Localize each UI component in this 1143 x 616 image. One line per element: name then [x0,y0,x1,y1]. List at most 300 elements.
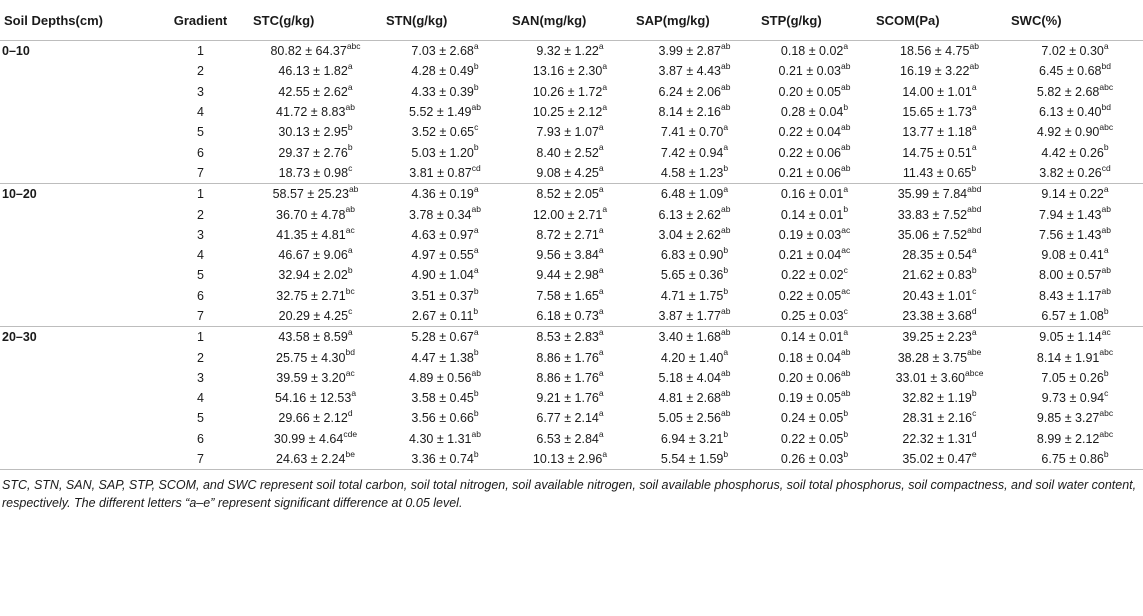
mean-sd-value: 0.22 ± 0.04 [778,125,841,140]
mean-sd-value: 10.26 ± 1.72 [532,84,603,99]
mean-sd-value: 0.19 ± 0.03 [778,227,842,242]
mean-sd-value: 12.00 ± 2.71 [532,207,603,222]
value-cell [1007,245,1143,265]
gradient-cell: 1 [152,184,249,205]
table-row [0,368,1143,388]
significance-letters: a [971,101,977,112]
value-cell [382,388,508,408]
value-cell [249,306,382,327]
value-cell [757,184,872,205]
significance-letters: ab [348,184,359,195]
value-cell [382,122,508,142]
depth-cell: 10–20 [0,184,152,205]
significance-letters: c [348,162,353,173]
significance-letters: c [843,265,848,276]
significance-letters: a [723,184,729,195]
table-row [0,286,1143,306]
mean-sd-value: 9.14 ± 0.22 [1041,187,1104,202]
mean-sd-value: 6.45 ± 0.68 [1039,64,1102,79]
value-cell [757,225,872,245]
mean-sd-value: 15.65 ± 1.73 [902,105,972,120]
value-cell [757,102,872,122]
value-cell [632,265,757,285]
significance-letters: b [723,428,729,439]
mean-sd-value: 39.25 ± 2.23 [902,330,972,345]
mean-sd-value: 16.19 ± 3.22 [900,64,970,79]
significance-letters: bd [345,347,355,358]
mean-sd-value: 35.99 ± 7.84 [897,187,968,202]
table-row [0,163,1143,184]
value-cell [508,245,632,265]
value-cell [249,265,382,285]
value-cell [757,82,872,102]
significance-letters: ab [471,101,481,112]
value-cell [757,347,872,367]
mean-sd-value: 3.82 ± 0.26 [1039,165,1102,180]
value-cell [508,347,632,367]
significance-letters: ab [969,40,979,51]
significance-letters: b [347,142,353,153]
mean-sd-value: 10.25 ± 2.12 [532,105,603,120]
significance-letters: bd [1101,101,1111,112]
significance-letters: b [1103,367,1109,378]
mean-sd-value: 7.93 ± 1.07 [536,125,599,140]
mean-sd-value: 8.40 ± 2.52 [536,145,599,160]
value-cell [1007,122,1143,142]
value-cell [382,368,508,388]
mean-sd-value: 0.14 ± 0.01 [780,330,844,345]
value-cell [1007,184,1143,205]
mean-sd-value: 32.82 ± 1.19 [902,391,972,406]
value-cell [632,245,757,265]
value-cell [757,265,872,285]
value-cell [1007,347,1143,367]
mean-sd-value: 4.42 ± 0.26 [1041,145,1104,160]
header-soil-depths: Soil Depths(cm) [0,0,152,41]
value-cell [508,225,632,245]
significance-letters: a [598,388,604,399]
significance-letters: b [347,265,353,276]
value-cell [508,184,632,205]
value-cell [757,449,872,470]
table-footnote: STC, STN, SAN, SAP, STP, SCOM, and SWC represent soil total carbon, soil total nitrogen, soil available nitrogen, soil available phosphorus, soil total phosphorus, soil compactness, and soil water content, respectively. The different letters “a–e” represent significant difference at 0.05 level. [2,478,1137,511]
significance-letters: b [843,448,849,459]
mean-sd-value: 18.56 ± 4.75 [900,44,970,59]
value-cell [632,122,757,142]
mean-sd-value: 3.87 ± 1.77 [658,309,721,323]
significance-letters: ab [471,204,481,215]
mean-sd-value: 46.13 ± 1.82 [278,64,348,79]
significance-letters: cde [343,428,358,439]
mean-sd-value: 4.28 ± 0.49 [411,64,474,79]
value-cell [632,82,757,102]
depth-cell [0,122,152,142]
value-cell [508,368,632,388]
gradient-cell: 4 [197,105,204,120]
value-cell [508,163,632,184]
table-header [0,0,1143,41]
mean-sd-value: 0.20 ± 0.06 [778,370,841,385]
value-cell [872,142,1007,162]
significance-letters: b [971,162,977,173]
significance-letters: b [473,347,479,358]
significance-letters: b [473,81,479,92]
mean-sd-value: 41.72 ± 8.83 [276,105,346,120]
mean-sd-value: 8.86 ± 1.76 [536,370,599,385]
gradient-cell: 7 [152,449,249,470]
mean-sd-value: 20.29 ± 4.25 [278,309,349,323]
significance-letters: a [473,244,479,255]
depth-cell [0,142,152,162]
mean-sd-value: 0.28 ± 0.04 [780,105,844,120]
table-row [0,265,1143,285]
value-cell [249,225,382,245]
mean-sd-value: 5.03 ± 1.20 [411,145,474,160]
mean-sd-value: 4.90 ± 1.04 [411,268,474,283]
depth-cell [0,102,152,122]
significance-letters: ab [721,40,731,51]
value-cell [1007,41,1143,62]
significance-letters: a [598,224,604,235]
value-cell [1007,368,1143,388]
value-cell [872,204,1007,224]
table-row [0,449,1143,470]
significance-letters: c [972,285,977,296]
value-cell [632,408,757,428]
significance-letters: b [473,305,479,316]
table-row [0,429,1143,449]
significance-letters: a [598,265,604,276]
significance-letters: ab [969,61,979,72]
depth-cell [0,408,152,428]
mean-sd-value: 7.42 ± 0.94 [660,145,724,160]
significance-letters: ab [841,347,851,358]
value-cell [872,408,1007,428]
mean-sd-value: 7.02 ± 0.30 [1041,44,1104,59]
mean-sd-value: 4.89 ± 0.56 [409,370,472,385]
significance-letters: a [598,305,604,316]
mean-sd-value: 8.43 ± 1.17 [1039,288,1102,303]
significance-letters: a [598,285,604,296]
header-stp: STP(g/kg) [757,0,872,41]
value-cell [1007,102,1143,122]
gradient-cell: 2 [197,64,204,79]
significance-letters: a [598,40,604,51]
value-cell [508,306,632,327]
mean-sd-value: 30.99 ± 4.64 [273,431,344,446]
mean-sd-value: 24.63 ± 2.24 [276,452,346,467]
significance-letters: a [598,367,604,378]
mean-sd-value: 36.70 ± 4.78 [276,207,346,222]
significance-letters: abc [1099,122,1114,133]
significance-letters: abc [1099,428,1114,439]
significance-letters: abc [346,40,361,51]
significance-letters: ab [841,388,851,399]
mean-sd-value: 8.86 ± 1.76 [536,350,599,365]
mean-sd-value: 0.18 ± 0.04 [778,350,841,365]
value-cell [249,204,382,224]
mean-sd-value: 3.81 ± 0.87 [409,165,472,180]
value-cell [632,163,757,184]
significance-letters: b [473,61,479,72]
significance-letters: a [598,244,604,255]
mean-sd-value: 8.00 ± 0.57 [1039,268,1102,283]
value-cell [508,265,632,285]
mean-sd-value: 6.48 ± 1.09 [660,187,724,202]
value-cell [382,163,508,184]
significance-letters: ac [345,367,355,378]
mean-sd-value: 23.38 ± 3.68 [902,309,972,323]
significance-letters: a [473,265,479,276]
significance-letters: ab [345,101,355,112]
mean-sd-value: 8.53 ± 2.83 [536,330,599,345]
value-cell [382,225,508,245]
gradient-cell: 6 [197,145,204,160]
significance-letters: ac [1101,327,1111,338]
value-cell [1007,61,1143,81]
mean-sd-value: 4.30 ± 1.31 [409,431,472,446]
value-cell [757,122,872,142]
significance-letters: ac [841,285,851,296]
table-row [0,245,1143,265]
mean-sd-value: 0.16 ± 0.01 [780,187,844,202]
significance-letters: ab [721,367,731,378]
mean-sd-value: 8.14 ± 1.91 [1036,350,1100,365]
significance-letters: ab [721,224,731,235]
mean-sd-value: 0.22 ± 0.02 [781,268,844,283]
value-cell [382,82,508,102]
mean-sd-value: 3.40 ± 1.68 [658,330,721,345]
mean-sd-value: 6.57 ± 1.08 [1041,309,1104,323]
mean-sd-value: 58.57 ± 25.23 [272,187,349,202]
mean-sd-value: 5.65 ± 0.36 [660,268,724,283]
value-cell [508,327,632,348]
value-cell [382,408,508,428]
significance-letters: abe [967,347,982,358]
significance-letters: a [971,327,977,338]
mean-sd-value: 3.87 ± 4.43 [658,64,721,79]
value-cell [382,245,508,265]
mean-sd-value: 54.16 ± 12.53 [274,391,352,406]
significance-letters: a [602,61,608,72]
value-cell [872,225,1007,245]
significance-letters: b [473,285,479,296]
mean-sd-value: 3.58 ± 0.45 [411,391,474,406]
mean-sd-value: 9.05 ± 1.14 [1039,330,1102,345]
value-cell [872,327,1007,348]
mean-sd-value: 4.20 ± 1.40 [660,350,724,365]
value-cell [1007,286,1143,306]
significance-letters: a [351,388,357,399]
significance-letters: a [347,81,353,92]
value-cell [249,184,382,205]
mean-sd-value: 5.28 ± 0.67 [411,330,474,345]
gradient-cell: 5 [197,125,204,140]
mean-sd-value: 32.94 ± 2.02 [278,268,348,283]
value-cell [249,449,382,470]
value-cell [382,306,508,327]
mean-sd-value: 80.82 ± 64.37 [270,44,347,59]
value-cell [757,204,872,224]
value-cell [249,102,382,122]
significance-letters: b [843,204,849,215]
value-cell [757,142,872,162]
significance-letters: a [723,347,729,358]
mean-sd-value: 35.06 ± 7.52 [897,227,968,242]
significance-letters: ab [721,61,731,72]
depth-cell [0,368,152,388]
table-row [0,408,1143,428]
table-row [0,102,1143,122]
gradient-cell: 3 [197,370,204,385]
gradient-cell: 7 [197,165,204,180]
value-cell [872,306,1007,327]
mean-sd-value: 6.13 ± 0.40 [1039,105,1102,120]
significance-letters: a [971,122,977,133]
mean-sd-value: 28.35 ± 0.54 [902,248,972,263]
significance-letters: a [598,122,604,133]
significance-letters: a [598,184,604,195]
significance-letters: a [598,142,604,153]
value-cell [872,82,1007,102]
significance-letters: a [473,184,479,195]
significance-letters: c [348,305,353,316]
significance-letters: c [843,305,848,316]
mean-sd-value: 3.52 ± 0.65 [411,125,475,140]
value-cell [1007,327,1143,348]
value-cell [382,61,508,81]
significance-letters: ab [841,162,851,173]
mean-sd-value: 3.99 ± 2.87 [658,44,721,59]
mean-sd-value: 42.55 ± 2.62 [278,84,348,99]
significance-letters: ab [1101,204,1111,215]
significance-letters: ab [345,204,355,215]
mean-sd-value: 7.56 ± 1.43 [1039,227,1102,242]
significance-letters: ab [721,408,731,419]
header-gradient: Gradient [152,0,249,41]
significance-letters: ab [721,305,731,316]
significance-letters: a [347,327,353,338]
significance-letters: ac [841,224,851,235]
value-cell [382,41,508,62]
value-cell [632,388,757,408]
significance-letters: b [723,244,729,255]
significance-letters: b [723,265,729,276]
mean-sd-value: 0.14 ± 0.01 [780,207,844,222]
mean-sd-value: 2.67 ± 0.11 [411,309,474,323]
mean-sd-value: 0.21 ± 0.03 [778,64,841,79]
mean-sd-value: 0.24 ± 0.05 [780,411,844,426]
mean-sd-value: 4.97 ± 0.55 [411,248,474,263]
significance-letters: a [473,40,479,51]
significance-letters: b [473,408,479,419]
value-cell [757,368,872,388]
significance-letters: abd [967,224,982,235]
significance-letters: abc [1099,81,1114,92]
mean-sd-value: 8.52 ± 2.05 [536,187,599,202]
value-cell [382,142,508,162]
significance-letters: a [598,347,604,358]
mean-sd-value: 6.77 ± 2.14 [536,411,599,426]
gradient-cell: 2 [197,350,204,365]
mean-sd-value: 4.92 ± 0.90 [1036,125,1100,140]
header-swc: SWC(%) [1007,0,1143,41]
mean-sd-value: 5.82 ± 2.68 [1036,84,1100,99]
header-stn: STN(g/kg) [382,0,508,41]
value-cell [872,265,1007,285]
significance-letters: ab [841,142,851,153]
table-row [0,122,1143,142]
depth-cell [0,347,152,367]
header-san: SAN(mg/kg) [508,0,632,41]
mean-sd-value: 6.24 ± 2.06 [658,84,721,99]
mean-sd-value: 9.44 ± 2.98 [536,268,599,283]
mean-sd-value: 28.31 ± 2.16 [902,411,973,426]
value-cell [632,306,757,327]
value-cell [632,142,757,162]
significance-letters: ab [721,388,731,399]
value-cell [757,286,872,306]
value-cell [872,245,1007,265]
significance-letters: e [971,448,977,459]
mean-sd-value: 41.35 ± 4.81 [276,227,346,242]
depth-cell [0,265,152,285]
mean-sd-value: 33.01 ± 3.60 [895,370,965,385]
significance-letters: b [473,142,479,153]
value-cell [382,286,508,306]
mean-sd-value: 43.58 ± 8.59 [278,330,348,345]
value-cell [508,41,632,62]
value-cell [872,184,1007,205]
significance-letters: b [1103,142,1109,153]
significance-letters: ab [1101,285,1111,296]
mean-sd-value: 9.08 ± 4.25 [536,165,599,180]
significance-letters: a [602,81,608,92]
significance-letters: ab [1101,265,1111,276]
mean-sd-value: 32.75 ± 2.71 [276,288,346,303]
value-cell [382,102,508,122]
value-cell [1007,306,1143,327]
mean-sd-value: 9.08 ± 0.41 [1041,248,1104,263]
value-cell [249,347,382,367]
depth-cell [0,429,152,449]
value-cell [632,286,757,306]
significance-letters: b [723,162,729,173]
significance-letters: ab [841,122,851,133]
value-cell [508,102,632,122]
mean-sd-value: 21.62 ± 0.83 [902,268,972,283]
value-cell [632,368,757,388]
mean-sd-value: 46.67 ± 9.06 [278,248,348,263]
significance-letters: a [598,162,604,173]
mean-sd-value: 7.03 ± 2.68 [411,44,474,59]
table-row [0,347,1143,367]
gradient-cell: 4 [197,391,204,406]
mean-sd-value: 0.21 ± 0.04 [778,248,842,263]
mean-sd-value: 3.36 ± 0.74 [411,452,474,467]
mean-sd-value: 9.56 ± 3.84 [536,248,599,263]
mean-sd-value: 0.19 ± 0.05 [778,391,841,406]
gradient-cell: 3 [197,84,204,99]
table-row [0,41,1143,62]
value-cell [632,429,757,449]
value-cell [1007,142,1143,162]
value-cell [872,163,1007,184]
mean-sd-value: 4.47 ± 1.38 [411,350,474,365]
mean-sd-value: 6.94 ± 3.21 [660,431,724,446]
value-cell [249,163,382,184]
header-sap: SAP(mg/kg) [632,0,757,41]
